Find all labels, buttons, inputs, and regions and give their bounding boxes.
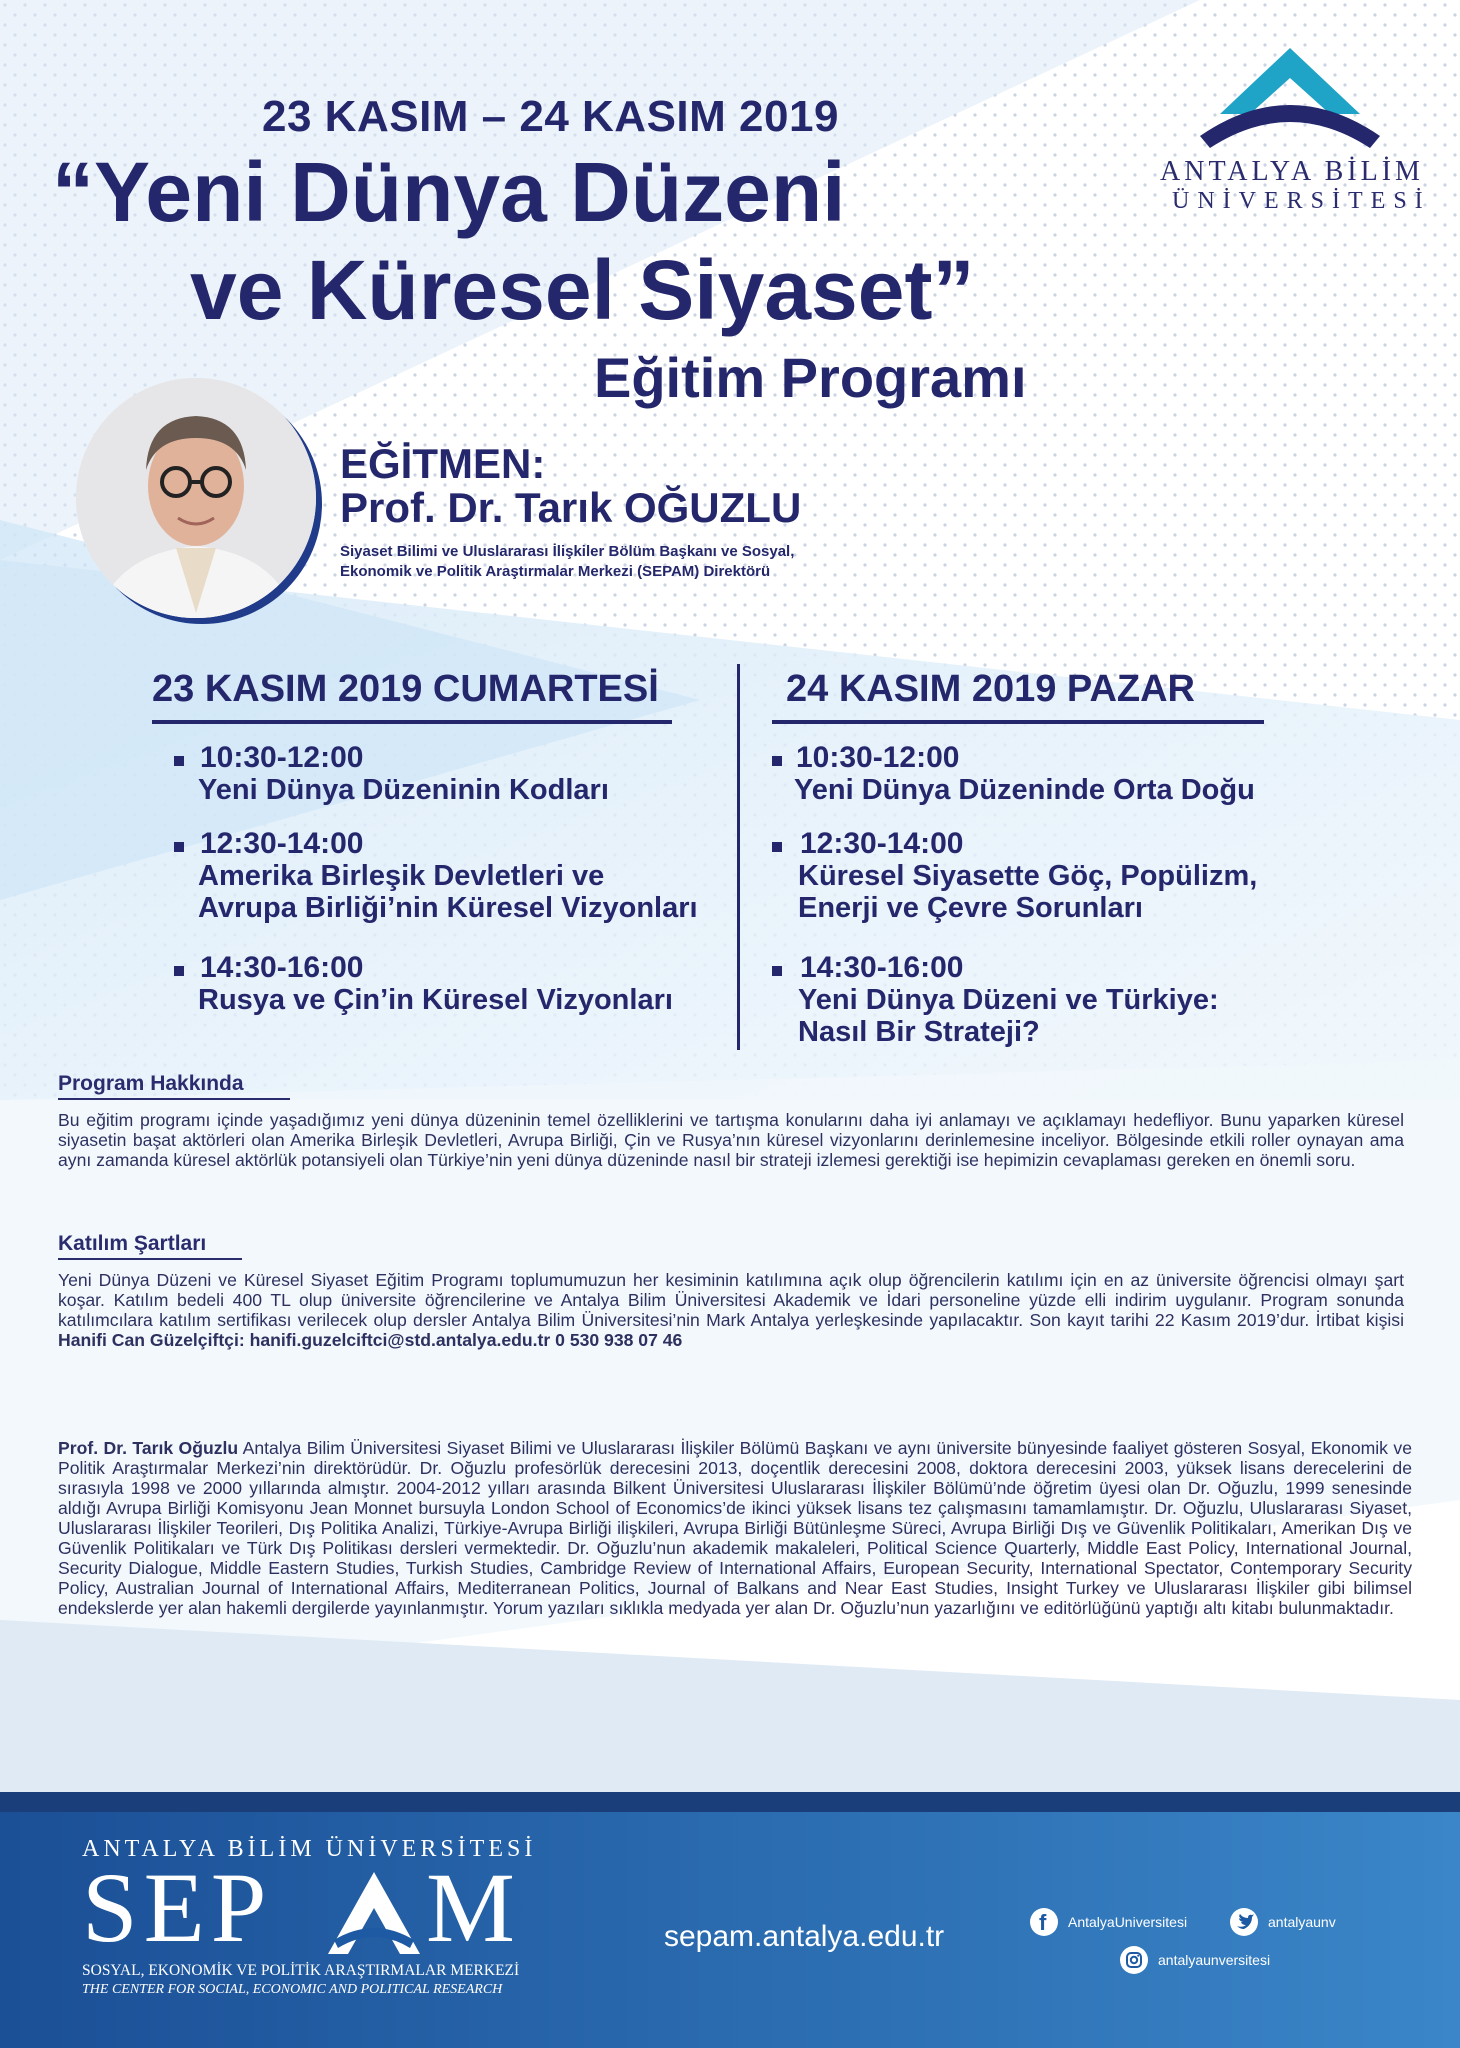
- conditions-title: Katılım Şartları: [58, 1232, 207, 1255]
- facebook-handle[interactable]: AntalyaUniversitesi: [1068, 1914, 1188, 1930]
- session-topic-line-2: Avrupa Birliği’nin Küresel Vizyonları: [198, 892, 698, 924]
- conditions-contact: Hanifi Can Güzelçiftçi: hanifi.guzelciftci@std.antalya.edu.tr 0 530 938 07 46: [58, 1330, 683, 1350]
- about-title-underline: [58, 1098, 290, 1100]
- trainer-desc-line-2: Ekonomik ve Politik Araştırmalar Merkezi (SEPAM) Direktörü: [340, 563, 771, 580]
- conditions-title-underline: [58, 1258, 242, 1260]
- session-topic-line-1: Yeni Dünya Düzeni ve Türkiye:: [798, 984, 1219, 1016]
- day2-underline: [772, 720, 1264, 724]
- session-topic-line-1: Yeni Dünya Düzeninin Kodları: [198, 774, 609, 806]
- day1-session-2: [174, 828, 698, 924]
- day1-underline: [152, 720, 672, 724]
- about-title: Program Hakkında: [58, 1072, 244, 1095]
- session-topic-line-1: Yeni Dünya Düzeninde Orta Doğu: [794, 774, 1255, 806]
- logo-name-line-1: ANTALYA BİLİM: [1160, 156, 1424, 187]
- day1-session-1: [174, 742, 609, 806]
- logo-peak-icon: [1220, 48, 1360, 114]
- day2-session-1: [772, 742, 1255, 806]
- bullet-icon: [772, 966, 782, 976]
- sepam-a-logo-icon: [324, 1868, 424, 1958]
- bio-text: [58, 1438, 1412, 1618]
- logo-name-line-2: ÜNİVERSİTESİ: [1172, 188, 1431, 214]
- bullet-icon: [174, 842, 184, 852]
- footer-subtitle-tr: SOSYAL, EKONOMİK VE POLİTİK ARAŞTIRMALAR MERKEZİ: [82, 1962, 520, 1979]
- session-topic-line-1: Rusya ve Çin’in Küresel Vizyonları: [198, 984, 673, 1016]
- footer-university: ANTALYA BİLİM ÜNİVERSİTESİ: [82, 1836, 537, 1862]
- bullet-icon: [174, 756, 184, 766]
- session-time: 12:30-14:00: [800, 827, 964, 860]
- sepam-logo-right: M: [426, 1852, 515, 1963]
- session-topic-line-1: Küresel Siyasette Göç, Popülizm,: [798, 860, 1258, 892]
- trainer-photo: [76, 378, 316, 618]
- website-link[interactable]: sepam.antalya.edu.tr: [664, 1920, 945, 1953]
- title-line-2: ve Küresel Siyaset”: [190, 243, 975, 337]
- session-time: 12:30-14:00: [200, 827, 364, 860]
- bullet-icon: [772, 756, 782, 766]
- bio-body: Antalya Bilim Üniversitesi Siyaset Bilimi ve Uluslararası İlişkiler Bölümü Başkanı ve aynı üniversite bünyesinde faaliyet gösteren Sosyal, Ekonomik ve Politik Araştırmalar Merkezi’nin direktörüdür. Dr. Oğuzlu profesörlük derecesini 2013, doçentlik derecesini 2008, doktora derecesini 2003, yüksek lisans derecelerini de sırasıyla 1998 ve 2000 yıllarında almıştır. 2004-2012 yılları arasında Bilkent Üniversitesi Uluslararası İlişkiler Bölümü’nde öğretim üyesi olan Dr. Oğuzlu, 1999 senesinde aldığı Avrupa Birliği Komisyonu Jean Monnet bursuyla London School of Economics’de ikinci yüksek lisans tez çalışmasını tamamlamıştır. Dr. Oğuzlu, Uluslararası Siyaset, Uluslararası İlişkiler Teorileri, Dış Politika Analizi, Türkiye-Avrupa Birliği ilişkileri, Avrupa Birliği Bütünleşme Süreci, Avrupa Birliği Dış ve Güvenlik Politikaları, Amerikan Dış ve Güvenlik Politikaları ve Türk Dış Politikası dersleri vermektedir. Dr. Oğuzlu’nun akademik makaleleri, Political Science Quarterly, Middle East Policy, International Journal, Security Dialogue, Middle Eastern Studies, Turkish Studies, Cambridge Review of International Affairs, European Security, International Spectator, Contemporary Security Policy, Australian Journal of International Affairs, Mediterranean Politics, Journal of Balkans and Near East Studies, Insight Turkey ve Uluslararası İlişkiler gibi bilimsel endekslerde yer alan hakemli dergilerde yayınlanmıştır. Yorum yazıları sıklıkla medyada yer alan Dr. Oğuzlu’nun yazarlığını ve editörlüğünü yaptığı altı kitabı bulunmaktadır.: [58, 1438, 1412, 1618]
- twitter-handle[interactable]: antalyaunv: [1268, 1914, 1336, 1930]
- day1-heading: 23 KASIM 2019 CUMARTESİ: [152, 668, 659, 710]
- session-topic-line-1: Amerika Birleşik Devletleri ve: [198, 860, 605, 892]
- day1-session-3: [174, 952, 673, 1016]
- day2-heading: 24 KASIM 2019 PAZAR: [786, 668, 1195, 710]
- trainer-name: Prof. Dr. Tarık OĞUZLU: [340, 484, 802, 531]
- trainer-description: [340, 542, 880, 582]
- conditions-body: Yeni Dünya Düzeni ve Küresel Siyaset Eğitim Programı toplumumuzun her kesiminin katılımına açık olup öğrencilerin katılımı için en az üniversite öğrencisi olmayı şart koşar. Katılım bedeli 400 TL olup üniversite öğrencilerine ve Antalya Bilim Üniversitesi Akademik ve İdari personeline yüzde elli indirim uygulanır. Program sonunda katılımcılara katılım sertifikası verilecek olup dersler Antalya Bilim Üniversitesi’nin Mark Antalya yerleşkesinde yapılacaktır. Son kayıt tarihi 22 Kasım 2019’dur. İrtibat kişisi: [58, 1270, 1404, 1330]
- day2-session-2: [772, 828, 1257, 924]
- session-topic-line-2: Nasıl Bir Strateji?: [798, 1016, 1040, 1048]
- session-time: 10:30-12:00: [200, 741, 364, 774]
- schedule-divider: [737, 664, 740, 1050]
- trainer-desc-line-1: Siyaset Bilimi ve Uluslararası İlişkiler Bölüm Başkanı ve Sosyal,: [340, 543, 795, 560]
- trainer-label: EĞİTMEN:: [340, 440, 546, 487]
- session-time: 14:30-16:00: [800, 951, 964, 984]
- session-time: 10:30-12:00: [796, 741, 960, 774]
- instagram-icon[interactable]: [1120, 1946, 1148, 1974]
- session-time: 14:30-16:00: [200, 951, 364, 984]
- person-portrait-icon: [76, 378, 316, 618]
- footer-subtitle-en: THE CENTER FOR SOCIAL, ECONOMIC AND POLITICAL RESEARCH: [82, 1982, 503, 1997]
- facebook-icon[interactable]: f: [1030, 1908, 1058, 1936]
- about-text: Bu eğitim programı içinde yaşadığımız yeni dünya düzeninin temel özelliklerini ve tartışma konularını daha iyi anlamayı ve açıklamayı hedefliyor. Bunu yaparken küresel siyasetin başat aktörleri olan Amerika Birleşik Devletleri, Avrupa Birliği, Çin ve Rusya’nın küresel vizyonlarını derinlemesine inceliyor. Bölgesinde etkili roller oynayan ama aynı zamanda küresel aktörlük potansiyeli olan Türkiye’nin yeni dünya düzeninde nasıl bir strateji izlemesi gerektiği ise hepimizin cevaplaması gereken en önemli soru.: [58, 1110, 1404, 1170]
- conditions-text: [58, 1270, 1404, 1350]
- day2-session-3: [772, 952, 1219, 1048]
- title-line-1: “Yeni Dünya Düzeni: [52, 145, 846, 239]
- twitter-icon[interactable]: [1230, 1908, 1258, 1936]
- instagram-handle[interactable]: antalyaunversitesi: [1158, 1952, 1271, 1968]
- bullet-icon: [772, 842, 782, 852]
- sepam-logo-left: SEP: [82, 1852, 273, 1963]
- bio-name: Prof. Dr. Tarık Oğuzlu: [58, 1438, 239, 1458]
- event-dates: 23 KASIM – 24 KASIM 2019: [262, 92, 839, 141]
- bullet-icon: [174, 966, 184, 976]
- session-topic-line-2: Enerji ve Çevre Sorunları: [798, 892, 1143, 924]
- title-line-3: Eğitim Programı: [594, 346, 1027, 409]
